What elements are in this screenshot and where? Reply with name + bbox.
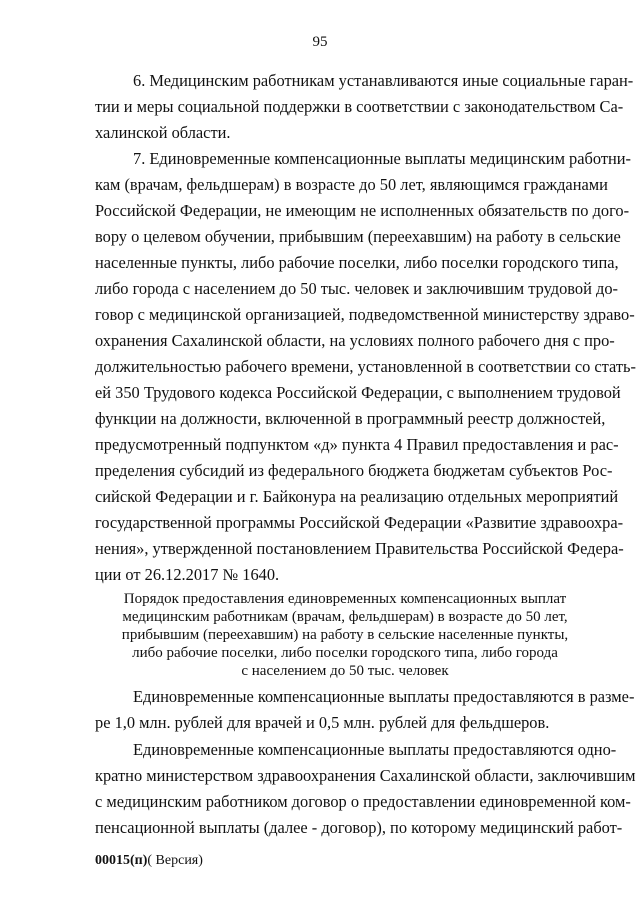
paragraph-7-line-1: 7. Единовременные компенсационные выплаты медицинским работни- — [133, 149, 632, 168]
section-heading-line-4: либо рабочие поселки, либо поселки городского типа, либо города — [132, 645, 558, 661]
paragraph-6-line-1: 6. Медицинским работникам устанавливаются иные социальные гаран- — [133, 71, 634, 90]
footer-version-label: ( Версия) — [147, 853, 203, 868]
paragraph-7-line-12: предусмотренный подпунктом «д» пункта 4 Правил предоставления и рас- — [95, 435, 619, 454]
provision-paragraph-line-3: с медицинским работником договор о предоставлении единовременной ком- — [95, 792, 631, 811]
paragraph-7-line-13: пределения субсидий из федерального бюджета бюджетам субъектов Рос- — [95, 461, 613, 480]
paragraph-7-line-4: вору о целевом обучении, прибывшим (переехавшим) на работу в сельские — [95, 227, 621, 246]
provision-paragraph-line-1: Единовременные компенсационные выплаты предоставляются одно- — [133, 740, 617, 759]
paragraph-7-line-14: сийской Федерации и г. Байконура на реализацию отдельных мероприятий — [95, 487, 619, 506]
paragraph-7-line-16: нения», утвержденной постановлением Правительства Российской Федера- — [95, 539, 624, 558]
paragraph-7-line-15: государственной программы Российской Федерации «Развитие здравоохра- — [95, 513, 624, 532]
page-number: 95 — [312, 34, 328, 50]
paragraph-7-line-11: функции на должности, включенной в программный реестр должностей, — [95, 409, 606, 428]
provision-paragraph-line-4: пенсационной выплаты (далее - договор), по которому медицинский работ- — [95, 818, 623, 837]
document-footer — [95, 853, 203, 869]
paragraph-7-line-17: ции от 26.12.2017 № 1640. — [95, 565, 280, 584]
paragraph-7-line-10: ей 350 Трудового кодекса Российской Федерации, с выполнением трудовой — [95, 383, 621, 402]
paragraph-7-line-9: должительностью рабочего времени, установленной в соответствии со стать- — [95, 357, 636, 376]
paragraph-7-line-7: говор с медицинской организацией, подведомственной министерству здраво- — [95, 305, 635, 324]
paragraph-7-line-5: населенные пункты, либо рабочие поселки, либо поселки городского типа, — [95, 253, 619, 272]
section-heading-line-3: прибывшим (переехавшим) на работу в сельские населенные пункты, — [121, 627, 569, 643]
paragraph-7-line-3: Российской Федерации, не имеющим не исполненных обязательств по дого- — [95, 201, 630, 220]
section-heading-line-1: Порядок предоставления единовременных компенсационных выплат — [123, 591, 567, 607]
paragraph-6-line-3: халинской области. — [95, 123, 231, 142]
provision-paragraph-line-2: кратно министерством здравоохранения Сахалинской области, заключившим — [95, 766, 636, 785]
paragraph-7-line-6: либо города с населением до 50 тыс. человек и заключившим трудовой до- — [95, 279, 618, 298]
section-heading-line-5: с населением до 50 тыс. человек — [241, 663, 449, 679]
paragraph-7-line-2: кам (врачам, фельдшерам) в возрасте до 50 лет, являющимся гражданами — [95, 175, 608, 194]
amount-paragraph-line-2: ре 1,0 млн. рублей для врачей и 0,5 млн. рублей для фельдшеров. — [95, 713, 550, 732]
paragraph-7-line-8: охранения Сахалинской области, на условиях полного рабочего дня с про- — [95, 331, 615, 350]
paragraph-6-line-2: тии и меры социальной поддержки в соответствии с законодательством Са- — [95, 97, 624, 116]
section-heading-line-2: медицинским работникам (врачам, фельдшерам) в возрасте до 50 лет, — [122, 609, 568, 625]
amount-paragraph-line-1: Единовременные компенсационные выплаты предоставляются в разме- — [133, 687, 635, 706]
footer-code: 00015(п) — [95, 853, 148, 868]
